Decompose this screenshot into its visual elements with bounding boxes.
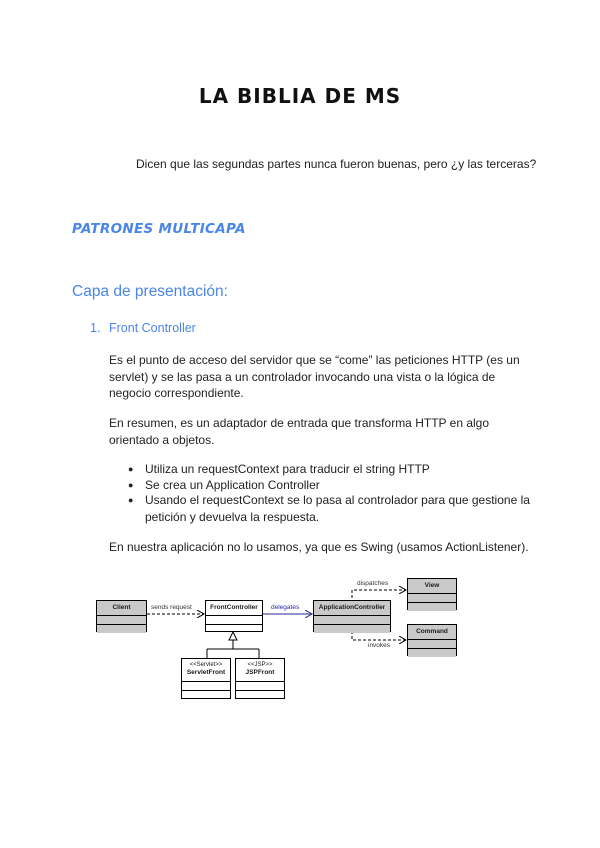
section-heading: PATRONES MULTICAPA	[72, 221, 246, 237]
label-sends-request: sends request	[151, 604, 192, 611]
document-title: LA BIBLIA DE MS	[198, 84, 402, 108]
uml-class-name: ApplicationController	[314, 601, 390, 616]
uml-class-command	[407, 624, 457, 656]
bullet-marker: ●	[128, 480, 134, 490]
uml-class-name: ServletFront	[186, 669, 226, 676]
document-subtitle: Dicen que las segundas partes nunca fueron buenas, pero ¿y las terceras?	[136, 157, 537, 171]
generalization-triangle	[229, 632, 237, 640]
uml-class-servlet-front	[181, 658, 231, 699]
uml-class-view	[407, 578, 457, 610]
list-item-number: 1.	[90, 321, 101, 335]
bullet-marker: ●	[128, 495, 134, 505]
uml-class-front-controller	[205, 600, 263, 632]
paragraph-summary: En resumen, es un adaptador de entrada que transforma HTTP en algo orientado a objetos.	[109, 416, 490, 447]
uml-class-name: JSPFront	[245, 669, 275, 676]
label-delegates: delegates	[271, 604, 300, 611]
uml-stereotype: <<JSP>>	[247, 662, 273, 668]
bullet-item: Se crea un Application Controller	[145, 478, 320, 492]
paragraph-definition: Es el punto de acceso del servidor que se “come” las peticiones HTTP (es un servlet) y se las pasa a un controlador invocando una vista o la lógica de negocio correspondiente.	[109, 353, 520, 400]
bullet-item: Utiliza un requestContext para traducir el string HTTP	[145, 462, 430, 476]
label-invokes: invokes	[368, 642, 391, 649]
uml-stereotype: <<Servlet>>	[189, 662, 223, 668]
list-item-title: Front Controller	[109, 321, 196, 335]
uml-class-application-controller	[313, 600, 391, 632]
uml-class-name: View	[408, 579, 456, 594]
label-dispatches: dispatches	[357, 580, 389, 587]
paragraph-note: En nuestra aplicación no lo usamos, ya que es Swing (usamos ActionListener).	[109, 540, 529, 554]
uml-class-client	[96, 600, 147, 632]
uml-class-name: FrontController	[206, 601, 262, 616]
uml-class-name: Command	[408, 625, 456, 640]
uml-class-name: Client	[97, 601, 146, 616]
bullet-marker: ●	[128, 464, 134, 474]
subsection-heading: Capa de presentación:	[72, 283, 228, 300]
uml-class-jsp-front	[235, 658, 285, 699]
bullet-item: Usando el requestContext se lo pasa al controlador para que gestione la petición y devuelva la respuesta.	[145, 493, 530, 524]
